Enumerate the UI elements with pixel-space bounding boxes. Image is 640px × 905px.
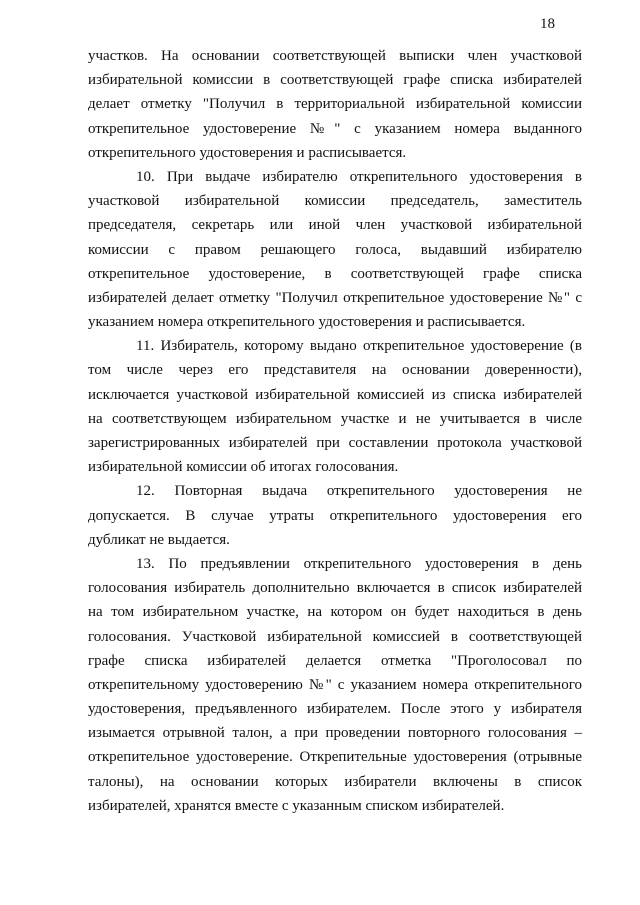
text-line: открепительного удостоверения и расписывается. — [88, 144, 407, 161]
text-line: избирательной комиссии об итогах голосования. — [88, 459, 399, 476]
text-line: голосования. Участковой избирательной комиссией в соответствующей — [88, 628, 582, 645]
text-line: на том избирательном участке, на котором он будет находиться в день — [88, 604, 582, 621]
text-line: 13. По предъявлении открепительного удостоверения в день — [136, 555, 582, 572]
paragraph-12 — [88, 479, 582, 552]
text-line: изымается отрывной талон, а при проведении повторного голосования – — [88, 725, 582, 742]
document-body — [88, 44, 582, 818]
text-line: исключается участковой избирательной комиссией из списка избирателей — [88, 386, 582, 403]
text-line: том числе через его представителя на основании доверенности), — [88, 362, 582, 379]
text-line: делает отметку "Получил в территориальной избирательной комиссии — [88, 96, 582, 113]
paragraph-11 — [88, 334, 582, 479]
text-line: комиссии с правом решающего голоса, выдавший избирателю — [88, 241, 582, 258]
paragraph-13 — [88, 552, 582, 818]
text-line: открепительное удостоверение. Открепительные удостоверения (отрывные — [88, 749, 582, 766]
text-line: допускается. В случае утраты открепительного удостоверения его — [88, 507, 582, 524]
text-line: 11. Избиратель, которому выдано открепительное удостоверение (в — [136, 338, 582, 355]
text-line: голосования избиратель дополнительно включается в список избирателей — [88, 580, 582, 597]
text-line: председателя, секретарь или иной член участковой избирательной — [88, 217, 582, 234]
paragraph-10 — [88, 165, 582, 334]
text-line: удостоверения, предъявленного избирателем. После этого у избирателя — [88, 701, 582, 718]
text-line: участковой избирательной комиссии председатель, заместитель — [88, 193, 582, 210]
text-line: талоны), на основании которых избиратели включены в список — [88, 773, 582, 790]
text-line: графе списка избирателей делается отметка "Проголосовал по — [88, 652, 582, 669]
text-line: 12. Повторная выдача открепительного удостоверения не — [136, 483, 582, 500]
text-line: 10. При выдаче избирателю открепительного удостоверения в — [136, 168, 582, 185]
text-line: на соответствующем избирательном участке и не учитывается в числе — [88, 410, 582, 427]
text-line: указанием номера открепительного удостоверения и расписывается. — [88, 314, 526, 331]
page-number: 18 — [540, 16, 555, 32]
text-line: избирателей делает отметку "Получил открепительное удостоверение №" с — [88, 289, 582, 306]
text-line: открепительному удостоверению №" с указанием номера открепительного — [88, 676, 582, 693]
text-line: избирателей, хранятся вместе с указанным списком избирателей. — [88, 797, 505, 814]
text-line: открепительное удостоверение №" с указанием номера выданного — [88, 120, 582, 137]
text-line: открепительное удостоверение, в соответствующей графе списка — [88, 265, 582, 282]
text-line: дубликат не выдается. — [88, 531, 230, 548]
text-line: избирательной комиссии в соответствующей графе списка избирателей — [88, 72, 582, 89]
text-line: участков. На основании соответствующей выписки член участковой — [88, 48, 582, 64]
paragraph-continuation — [88, 44, 582, 165]
text-line: зарегистрированных избирателей при составлении протокола участковой — [88, 435, 582, 451]
